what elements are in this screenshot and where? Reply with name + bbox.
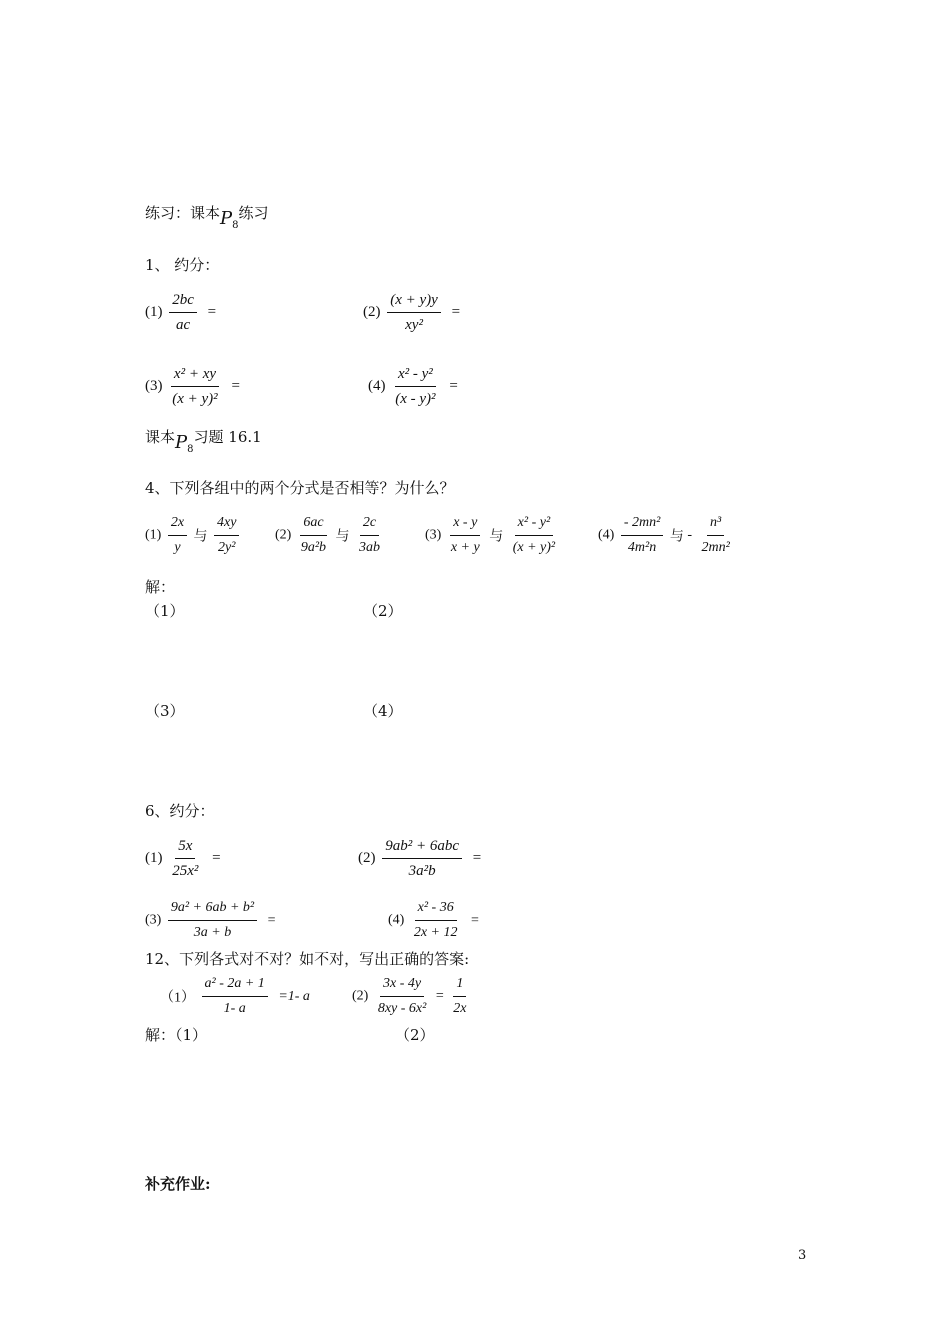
q4-item-3: (3) $\frac{x - y}{x + y}$ 与 $\frac{\text{x² - y²}}{\text{(x + y)²}}$	[425, 515, 556, 555]
header-sub: 8	[232, 220, 239, 231]
extra-title: 补充作业:	[145, 1175, 211, 1193]
q4-answer-4: （4）	[363, 702, 403, 720]
header-suffix: 练习	[238, 204, 269, 222]
q12-answer-1: 解：（1）	[145, 1026, 208, 1044]
q12-item-2: (2) $\frac{3x - 4y}{\text{8xy - 6x²}}$ = $\frac{1}{2x}$	[352, 976, 467, 1016]
q4-answer-1: （1）	[145, 602, 185, 620]
header-p: P	[220, 208, 233, 229]
q1-item-1: (1) $\frac{2bc}{ac}$ =	[145, 292, 217, 333]
q6-item-3: (3) $\frac{\text{9a² + 6ab + b²}}{3a + b}$ =	[145, 900, 276, 940]
q4-item-1: (1) $\frac{2x}{y}$ 与 $\frac{4xy}{\text{2y²}}$	[145, 513, 242, 558]
q6-item-1: (1) $\frac{5x}{\text{25x²}}$ =	[145, 838, 221, 879]
q6-item-4: (4) $\frac{\text{x² - 36}}{2x + 12}$ =	[388, 900, 479, 940]
q1-item-3: (3) $\frac{\text{x² + xy}}{\text{(x + y)²}}$ =	[145, 366, 240, 407]
book-line: 课本$P_8$习题 16.1	[145, 428, 262, 455]
header-prefix: 练习：课本	[145, 204, 221, 222]
q4-item-4: (4) $\frac{\text{- 2mn²}}{\text{4m²n}}$ 与 - $\frac{\text{n³}}{\text{2mn²}}$	[598, 515, 730, 555]
q4-title: 4、下列各组中的两个分式是否相等？为什么？	[145, 479, 455, 497]
q12-item-1: （1） $\frac{\text{a² - 2a + 1}}{1- a}$ =1- a	[160, 976, 310, 1016]
q1-item-2: (2) $\frac{(x + y)y}{\text{xy²}}$ =	[363, 292, 461, 333]
q4-answer-2: （2）	[363, 602, 403, 620]
q1-title: 1、 约分：	[145, 256, 220, 274]
q4-answer-3: （3）	[145, 702, 185, 720]
q4-item-2: (2) $\frac{6ac}{\text{9a²b}}$ 与 $\frac{2c}{3ab}$	[275, 515, 381, 555]
q6-item-2: (2) $\frac{\text{9ab² + 6abc}}{\text{3a²b}}$ =	[358, 838, 482, 879]
q12-answer-2: （2）	[395, 1026, 435, 1044]
header-line	[145, 202, 269, 231]
q4-answer-title: 解：	[145, 578, 176, 596]
page-number: 3	[798, 1248, 807, 1263]
q6-title: 6、约分：	[145, 802, 215, 820]
q1-item-4: (4) $\frac{\text{x² - y²}}{\text{(x - y)²}}$ =	[368, 366, 458, 407]
q12-title: 12、下列各式对不对？如不对，写出正确的答案:	[145, 950, 470, 968]
